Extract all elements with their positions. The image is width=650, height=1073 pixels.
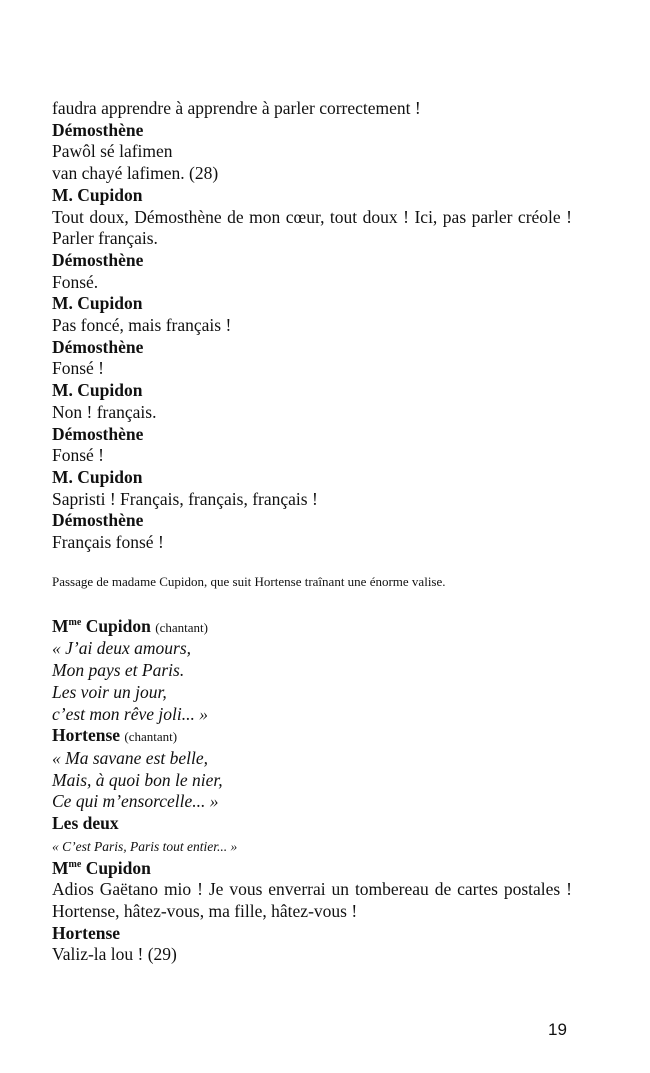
speaker-prefix: M [52, 615, 69, 636]
song-line [52, 791, 572, 813]
speaker-name [52, 120, 572, 142]
stage-note: (chantant) [124, 729, 178, 745]
dialogue-line [52, 358, 572, 380]
speaker-label: Hortense [52, 725, 121, 746]
speaker-name [52, 250, 572, 272]
dialogue-text: van chayé lafimen. (28) [52, 163, 219, 184]
speaker-prefix-sup: me [68, 858, 82, 870]
song-line [52, 748, 572, 770]
speaker-label: Les deux [52, 813, 119, 834]
speaker-label: Hortense [52, 922, 121, 943]
dialogue-line [52, 402, 572, 424]
speaker-label: Démosthène [52, 336, 144, 357]
song-text: Mais, à quoi bon le nier, [52, 769, 223, 790]
speaker-label: Démosthène [52, 249, 144, 270]
speaker-name [52, 380, 572, 402]
speaker-name [52, 467, 572, 489]
dialogue-line [52, 879, 572, 922]
dialogue-text: faudra apprendre à apprendre à parler correctement ! [52, 98, 421, 118]
dialogue-line [52, 532, 572, 554]
song-text: c’est mon rêve joli... » [52, 703, 208, 724]
dialogue-text: Valiz-la lou ! (29) [52, 944, 177, 965]
speaker-name [52, 858, 572, 880]
dialogue-line [52, 141, 572, 163]
speaker-name [52, 813, 572, 835]
speaker-name [52, 725, 572, 748]
dialogue-line [52, 163, 572, 185]
song-text: Ce qui m’ensorcelle... » [52, 791, 219, 812]
song-text: « C’est Paris, Paris tout entier... » [52, 838, 238, 854]
dialogue-block-2 [52, 616, 572, 966]
dialogue-text: Pawôl sé lafimen [52, 141, 173, 162]
dialogue-text: Fonsé ! [52, 445, 105, 466]
speaker-surname: Cupidon [85, 857, 151, 878]
dialogue-text: Non ! français. [52, 401, 157, 422]
stage-note: (chantant) [155, 619, 208, 635]
dialogue-line [52, 944, 572, 966]
speaker-name [52, 185, 572, 207]
dialogue-text: Adios Gaëtano mio ! Je vous enverrai un tombereau de cartes postales ! Hortense, hâtez-vous, ma fille, hâtez-vous ! [52, 879, 572, 921]
song-line [52, 704, 572, 726]
song-line [52, 770, 572, 792]
dialogue-text: Pas foncé, mais français ! [52, 315, 232, 336]
speaker-prefix-sup: me [68, 616, 82, 628]
dialogue-block-1 [52, 98, 572, 554]
speaker-surname: Cupidon [85, 615, 151, 636]
page-content [52, 98, 572, 966]
speaker-label: M. Cupidon [52, 466, 143, 487]
speaker-label: Démosthène [52, 423, 144, 444]
speaker-name [52, 510, 572, 532]
song-text: Mon pays et Paris. [52, 660, 185, 681]
stage-direction: Passage de madame Cupidon, que suit Hortense traînant une énorme valise. [52, 573, 446, 589]
speaker-label: M. Cupidon [52, 184, 143, 205]
speaker-name [52, 923, 572, 945]
speaker-label: M. Cupidon [52, 293, 143, 314]
dialogue-line [52, 489, 572, 511]
song-text: « Ma savane est belle, [52, 747, 208, 768]
dialogue-text: Sapristi ! Français, français, français ! [52, 488, 318, 509]
speaker-label: Démosthène [52, 119, 144, 140]
page-number: 19 [548, 1020, 567, 1039]
dialogue-line [52, 98, 572, 120]
speaker-label: M. Cupidon [52, 380, 143, 401]
dialogue-line [52, 272, 572, 294]
song-line [52, 835, 572, 858]
song-line [52, 638, 572, 660]
dialogue-line [52, 315, 572, 337]
speaker-name [52, 337, 572, 359]
speaker-name [52, 293, 572, 315]
speaker-prefix: M [52, 857, 69, 878]
dialogue-text: Français fonsé ! [52, 532, 164, 553]
speaker-name [52, 616, 572, 639]
song-line [52, 682, 572, 704]
dialogue-text: Fonsé. [52, 271, 99, 292]
song-line [52, 660, 572, 682]
speaker-label: Démosthène [52, 510, 144, 531]
song-text: « J’ai deux amours, [52, 638, 192, 659]
song-text: Les voir un jour, [52, 681, 167, 702]
dialogue-line [52, 207, 572, 250]
dialogue-line [52, 445, 572, 467]
dialogue-text: Tout doux, Démosthène de mon cœur, tout doux ! Ici, pas parler créole ! Parler français. [52, 206, 572, 249]
dialogue-text: Fonsé ! [52, 358, 105, 379]
speaker-name [52, 424, 572, 446]
